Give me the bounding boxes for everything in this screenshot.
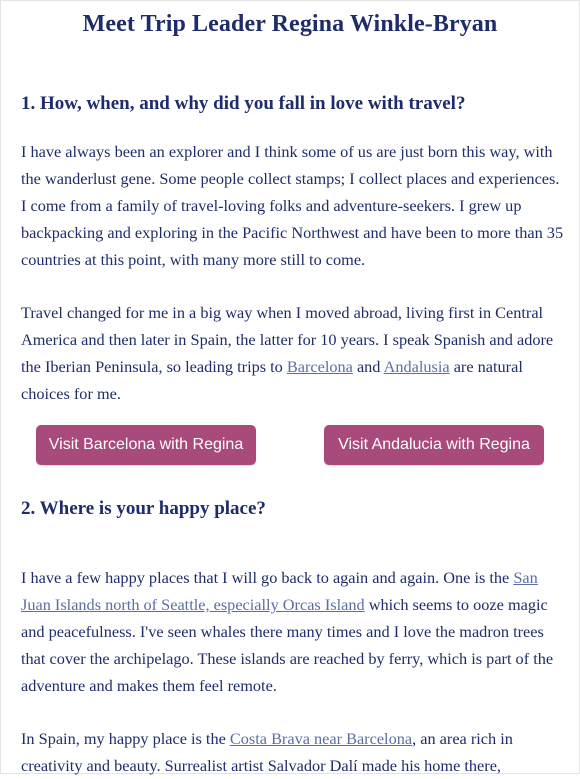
page-title: Meet Trip Leader Regina Winkle-Bryan bbox=[82, 11, 498, 37]
paragraph-travel-changed bbox=[21, 299, 566, 407]
paragraph-text: In Spain, my happy place is the bbox=[21, 729, 230, 748]
paragraph-text: Travel changed for me in a big way when I moved abroad, living first in Central America and then later in Spain, the latter for 10 years. I speak Spanish and adore the Iberian Peninsula, so leading trips to bbox=[21, 303, 554, 376]
paragraph-happy-places bbox=[21, 564, 566, 699]
visit-andalucia-button[interactable]: Visit Andalucia with Regina bbox=[324, 425, 544, 465]
paragraph-text: which seems to ooze magic and peacefulness. I've seen whales there many times and I love the madron trees that cover the archipelago. These islands are reached by ferry, which is part of the adventure and makes them feel remote. bbox=[21, 595, 554, 695]
paragraph-spain-happy-place bbox=[21, 725, 566, 779]
paragraph-text: I have a few happy places that I will go back to again and again. One is the bbox=[21, 568, 514, 587]
visit-barcelona-button[interactable]: Visit Barcelona with Regina bbox=[36, 425, 256, 465]
paragraph-explorer: I have always been an explorer and I think some of us are just born this way, with the wanderlust gene. Some people collect stamps; I collect places and experiences. I come from a family of travel-loving folks and adventure-seekers. I grew up backpacking and exploring in the Pacific Northwest and have been to more than 35 countries at this point, with many more still to come. bbox=[21, 142, 564, 269]
paragraph-text: , an area rich in creativity and beauty. Surrealist artist Salvador Dalí made his home there, bbox=[21, 729, 513, 775]
paragraph-text: are natural choices for me. bbox=[21, 357, 523, 403]
costa-brava-link[interactable]: Costa Brava near Barcelona bbox=[229, 729, 413, 748]
section-heading-travel-love: 1. How, when, and why did you fall in love with travel? bbox=[21, 93, 466, 114]
paragraph-text: and bbox=[352, 357, 384, 376]
andalusia-link[interactable]: Andalusia bbox=[383, 357, 450, 376]
san-juan-islands-link[interactable]: San Juan Islands north of Seattle, especially Orcas Island bbox=[21, 568, 538, 614]
barcelona-link[interactable]: Barcelona bbox=[286, 357, 353, 376]
section-heading-happy-place: 2. Where is your happy place? bbox=[21, 498, 266, 519]
